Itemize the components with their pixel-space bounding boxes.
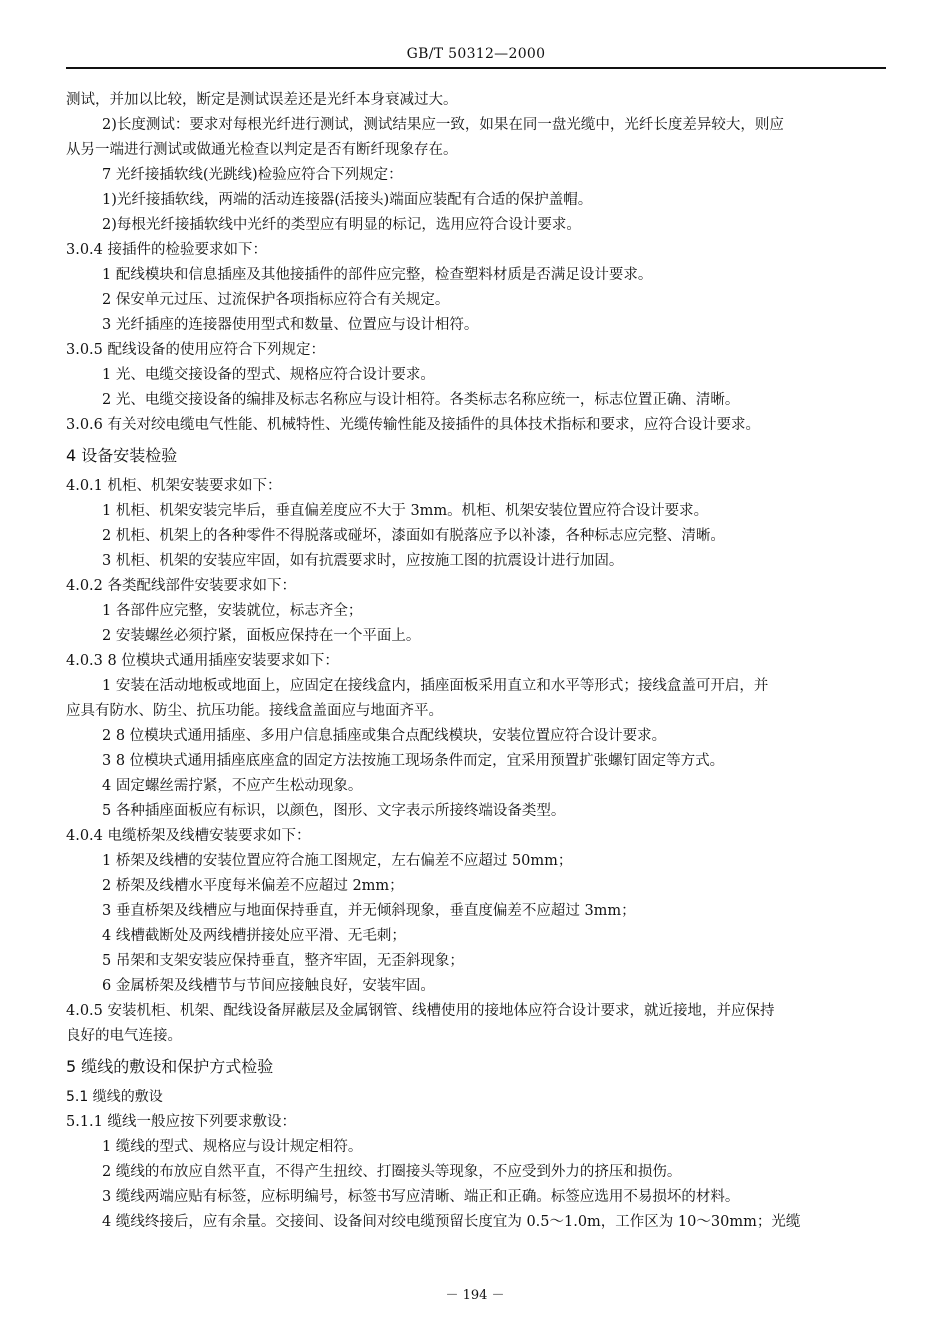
text-line: 1 配线模块和信息插座及其他接插件的部件应完整，检查塑料材质是否满足设计要求。 (102, 267, 653, 283)
text-line: 4.0.2 各类配线部件安装要求如下： (66, 578, 297, 594)
text-line: 3 缆线两端应贴有标签，应标明编号，标签书写应清晰、端正和正确。标签应选用不易损坏的材料。 (102, 1189, 740, 1205)
text-line: 4 缆线终接后，应有余量。交接间、设备间对绞电缆预留长度宜为 0.5～1.0m，工作区为 10～30mm；光缆 (102, 1214, 801, 1230)
text-line: 5 吊架和支架安装应保持垂直，整齐牢固，无歪斜现象； (102, 953, 464, 969)
text-line: 1 各部件应完整，安装就位，标志齐全； (102, 603, 363, 619)
text-line: 1 机柜、机架安装完毕后，垂直偏差度应不大于 3mm。机柜、机架安装位置应符合设计要求。 (102, 503, 709, 519)
page-number: － 194 － (445, 1288, 505, 1303)
text-line: 2 光、电缆交接设备的编排及标志名称应与设计相符。各类标志名称应统一，标志位置正确、清晰。 (102, 392, 740, 408)
text-line: 应具有防水、防尘、抗压功能。接线盒盖面应与地面齐平。 (66, 703, 443, 719)
page-header: GB/T 50312—2000 (406, 46, 546, 62)
text-line: 1 缆线的型式、规格应与设计规定相符。 (102, 1139, 363, 1155)
text-line: 良好的电气连接。 (66, 1028, 182, 1044)
text-line: 2 缆线的布放应自然平直，不得产生扭绞、打圈接头等现象，不应受到外力的挤压和损伤。 (102, 1164, 682, 1180)
document-body (66, 88, 886, 1235)
header-rule (66, 67, 886, 69)
text-line: 3 8 位模块式通用插座底座盒的固定方法按施工现场条件而定，宜采用预置扩张螺钉固定等方式。 (102, 753, 725, 769)
text-line: 2 安装螺丝必须拧紧，面板应保持在一个平面上。 (102, 628, 421, 644)
text-line: 4.0.5 安装机柜、机架、配线设备屏蔽层及金属钢管、线槽使用的接地体应符合设计要求，就近接地，并应保持 (66, 1003, 775, 1019)
text-line: 6 金属桥架及线槽节与节间应接触良好，安装牢固。 (102, 978, 435, 994)
text-line: 1 安装在活动地板或地面上，应固定在接线盒内，插座面板采用直立和水平等形式；接线盒盖可开启，并 (102, 678, 769, 694)
text-line: 3.0.4 接插件的检验要求如下： (66, 242, 268, 258)
text-line: 2 保安单元过压、过流保护各项指标应符合有关规定。 (102, 292, 450, 308)
text-line: 4.0.4 电缆桥架及线槽安装要求如下： (66, 828, 311, 844)
text-line: 2 桥架及线槽水平度每米偏差不应超过 2mm； (102, 878, 404, 894)
text-line: 5.1.1 缆线一般应按下列要求敷设： (66, 1114, 297, 1130)
section-heading: 4 设备安装检验 (66, 446, 178, 465)
text-line: 1 光、电缆交接设备的型式、规格应符合设计要求。 (102, 367, 435, 383)
text-line: 2)每根光纤接插软线中光纤的类型应有明显的标记，选用应符合设计要求。 (102, 217, 581, 233)
text-line: 4.0.3 8 位模块式通用插座安装要求如下： (66, 653, 339, 669)
text-line: 4 固定螺丝需拧紧，不应产生松动现象。 (102, 778, 363, 794)
text-line: 5 各种插座面板应有标识，以颜色，图形、文字表示所接终端设备类型。 (102, 803, 566, 819)
text-line: 1)光纤接插软线，两端的活动连接器(活接头)端面应装配有合适的保护盖帽。 (102, 192, 593, 208)
text-line: 7 光纤接插软线(光跳线)检验应符合下列规定： (102, 167, 403, 183)
text-line: 2 机柜、机架上的各种零件不得脱落或碰坏，漆面如有脱落应予以补漆，各种标志应完整、清晰。 (102, 528, 725, 544)
text-line: 4.0.1 机柜、机架安装要求如下： (66, 478, 282, 494)
text-line: 从另一端进行测试或做通光检查以判定是否有断纤现象存在。 (66, 142, 458, 158)
text-line: 2)长度测试：要求对每根光纤进行测试，测试结果应一致，如果在同一盘光缆中，光纤长度差异较大，则应 (102, 117, 784, 133)
text-line: 1 桥架及线槽的安装位置应符合施工图规定，左右偏差不应超过 50mm； (102, 853, 573, 869)
subsection-heading: 5.1 缆线的敷设 (66, 1089, 163, 1105)
text-line: 2 8 位模块式通用插座、多用户信息插座或集合点配线模块，安装位置应符合设计要求。 (102, 728, 667, 744)
text-line: 3.0.5 配线设备的使用应符合下列规定： (66, 342, 326, 358)
text-line: 3 机柜、机架的安装应牢固，如有抗震要求时，应按施工图的抗震设计进行加固。 (102, 553, 624, 569)
text-line: 测试，并加以比较，断定是测试误差还是光纤本身衰减过大。 (66, 92, 458, 108)
text-line: 3.0.6 有关对绞电缆电气性能、机械特性、光缆传输性能及接插件的具体技术指标和要求，应符合设计要求。 (66, 417, 760, 433)
text-line: 3 光纤插座的连接器使用型式和数量、位置应与设计相符。 (102, 317, 479, 333)
text-line: 3 垂直桥架及线槽应与地面保持垂直，并无倾斜现象，垂直度偏差不应超过 3mm； (102, 903, 636, 919)
text-line: 4 线槽截断处及两线槽拼接处应平滑、无毛刺； (102, 928, 406, 944)
section-heading: 5 缆线的敷设和保护方式检验 (66, 1057, 274, 1076)
